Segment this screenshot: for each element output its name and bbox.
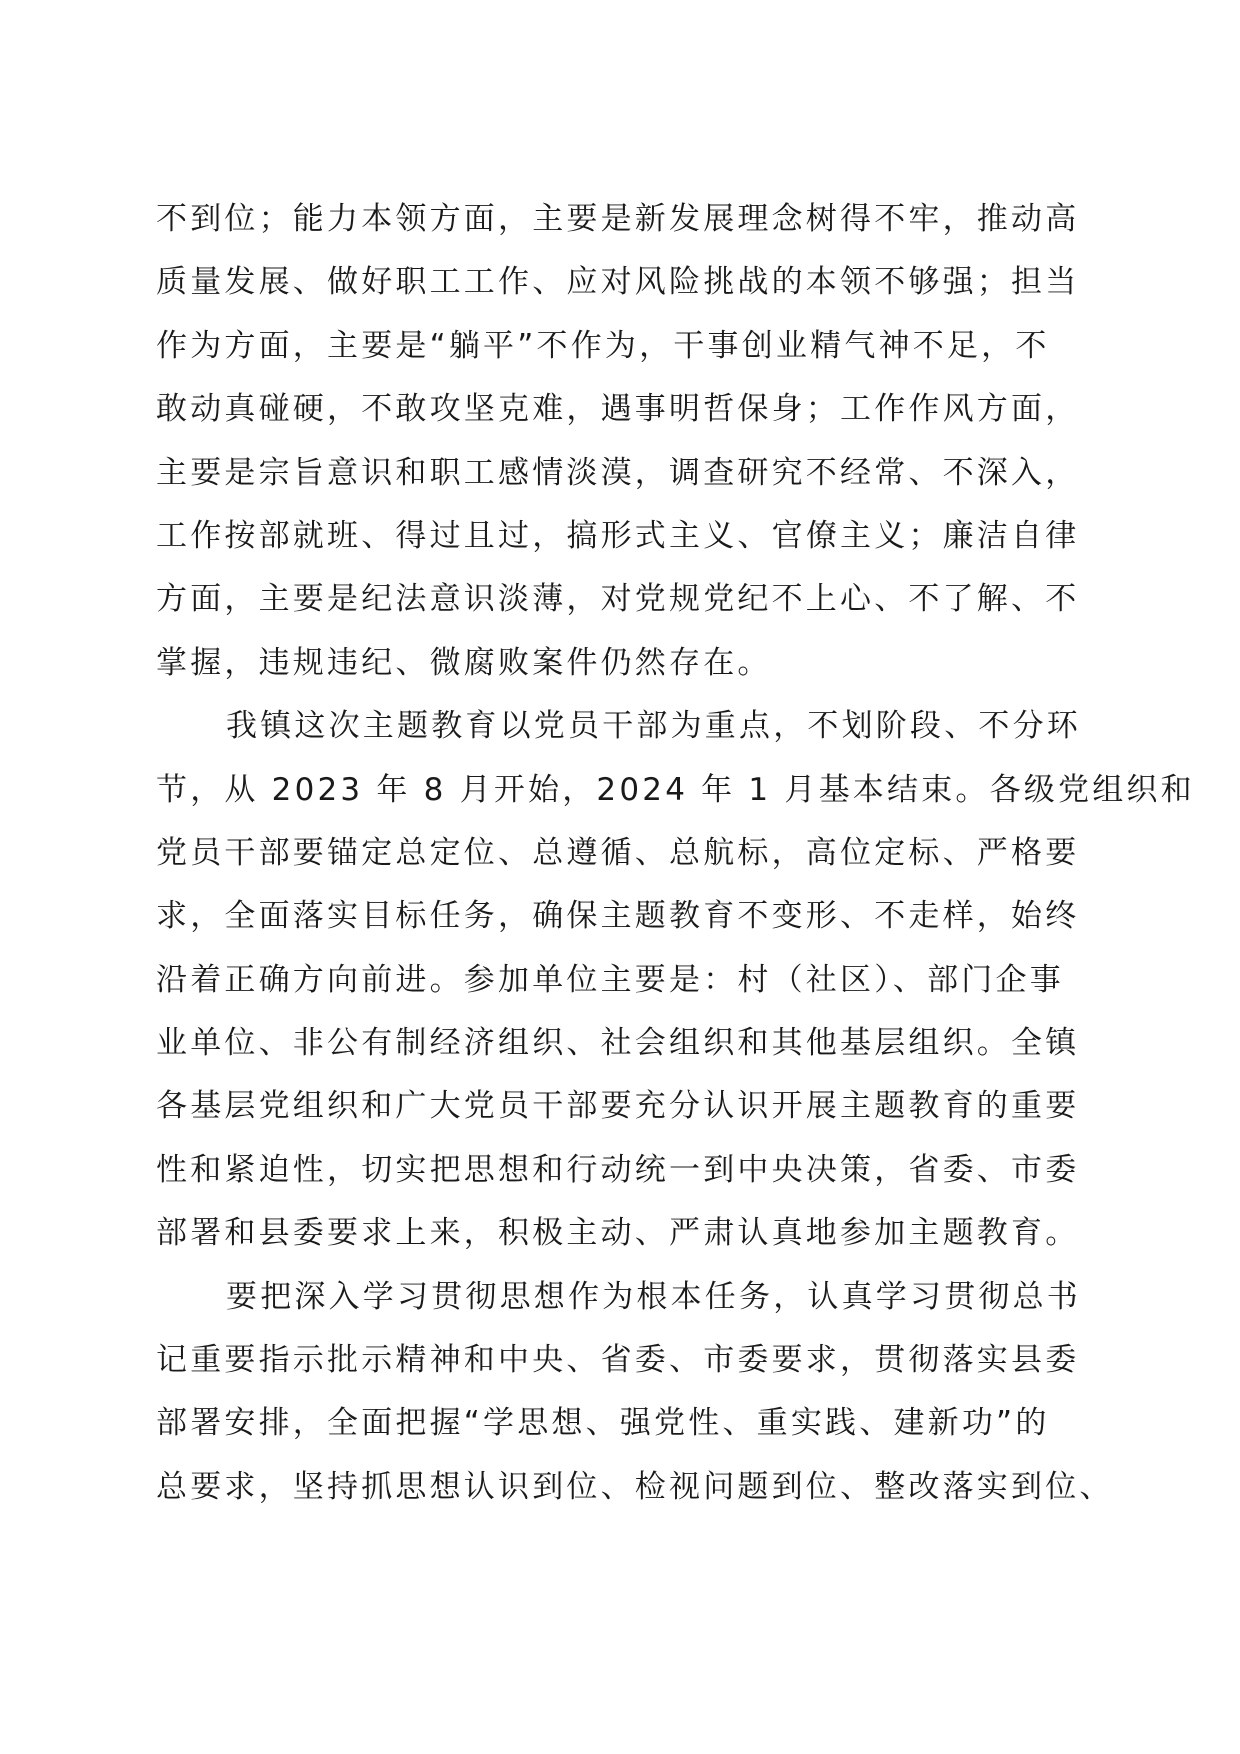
text-line: 部署和县委要求上来，积极主动、严肃认真地参加主题教育。 bbox=[156, 1215, 1080, 1252]
text-line: 主要是宗旨意识和职工感情淡漠，调查研究不经常、不深入， bbox=[156, 454, 1080, 491]
text-line: 沿着正确方向前进。参加单位主要是：村（社区）、部门企事 bbox=[156, 961, 1064, 998]
text-line: 质量发展、做好职工工作、应对风险挑战的本领不够强；担当 bbox=[156, 264, 1080, 301]
text-line: 不到位；能力本领方面，主要是新发展理念树得不牢，推动高 bbox=[156, 201, 1080, 237]
text-line: 业单位、非公有制经济组织、社会组织和其他基层组织。全镇 bbox=[156, 1025, 1080, 1062]
text-line: 各基层党组织和广大党员干部要充分认识开展主题教育的重要 bbox=[156, 1088, 1080, 1125]
text-line: 作为方面，主要是“躺平”不作为，干事创业精气神不足，不 bbox=[156, 327, 1050, 364]
text-line: 性和紧迫性，切实把思想和行动统一到中央决策，省委、市委 bbox=[156, 1151, 1080, 1188]
text-line: 总要求，坚持抓思想认识到位、检视问题到位、整改落实到位、 bbox=[156, 1468, 1114, 1505]
text-line: 敢动真碰硬，不敢攻坚克难，遇事明哲保身；工作作风方面， bbox=[156, 391, 1080, 428]
text-line: 掌握，违规违纪、微腐败案件仍然存在。 bbox=[156, 644, 772, 681]
text-line: 记重要指示批示精神和中央、省委、市委要求，贯彻落实县委 bbox=[156, 1342, 1080, 1379]
paragraph-first-line: 我镇这次主题教育以党员干部为重点，不划阶段、不分环 bbox=[226, 708, 1081, 745]
text-line: 党员干部要锚定总定位、总遵循、总航标，高位定标、严格要 bbox=[156, 834, 1080, 871]
body-text bbox=[156, 188, 1195, 1519]
text-line: 部署安排，全面把握“学思想、强党性、重实践、建新功”的 bbox=[156, 1405, 1050, 1442]
text-line: 求，全面落实目标任务，确保主题教育不变形、不走样，始终 bbox=[156, 898, 1080, 935]
text-line: 节，从 2023 年 8 月开始，2024 年 1 月基本结束。各级党组织和 bbox=[156, 771, 1195, 808]
paragraph-first-line: 要把深入学习贯彻思想作为根本任务，认真学习贯彻总书 bbox=[226, 1278, 1081, 1315]
text-line: 工作按部就班、得过且过，搞形式主义、官僚主义；廉洁自律 bbox=[156, 517, 1080, 554]
text-line: 方面，主要是纪法意识淡薄，对党规党纪不上心、不了解、不 bbox=[156, 581, 1080, 618]
